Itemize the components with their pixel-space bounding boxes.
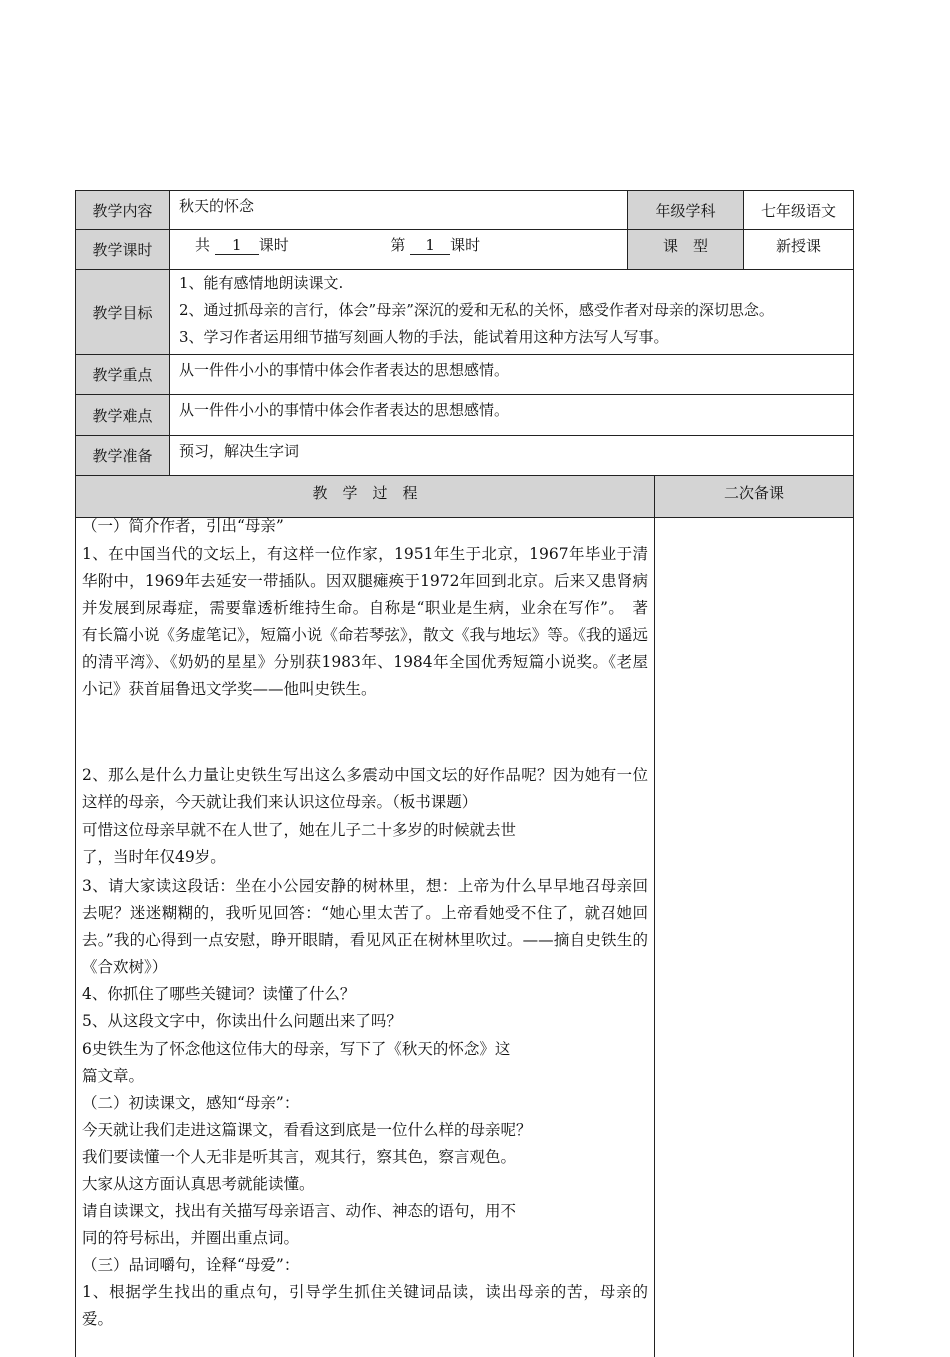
key-label: 教学重点 bbox=[92, 366, 153, 384]
prep-value-cell bbox=[169, 435, 854, 476]
type-value-cell bbox=[743, 229, 854, 270]
content-value: 秋天的怀念 bbox=[179, 197, 255, 215]
process-paragraph: 可惜这位母亲早就不在人世了，她在儿子二十多岁的时候就去世 bbox=[82, 821, 517, 839]
hours-total-suffix: 课时 bbox=[258, 236, 289, 254]
hours-label-cell bbox=[75, 229, 170, 270]
process-paragraph: 同的符号标出，并圈出重点词。 bbox=[82, 1229, 300, 1247]
content-label-cell bbox=[75, 190, 170, 230]
process-paragraph: 1、在中国当代的文坛上，有这样一位作家，1951年生于北京，1967年毕业于清华附中，1969年去延安一带插队。因双腿瘫痪于1972年回到北京。后来又患肾病并发展到尿毒症，需要靠透析维持生命。自称是“职业是生病，业余在写作”。 著有长篇小说《务虚笔记》，短篇小说《命若琴弦》，散文《我与地坛》等。《我的遥远的清平湾》、《奶奶的星星》分别获1983年、1984年全国优秀短篇小说奖。《老屋小记》获首届鲁迅文学奖——他叫史铁生。 bbox=[82, 545, 648, 698]
prep-value: 预习，解决生字词 bbox=[179, 442, 300, 460]
hours-nth-value: 1 bbox=[410, 236, 450, 255]
goal-item: 1、能有感情地朗读课文. bbox=[179, 274, 344, 292]
grade-label-cell bbox=[627, 190, 744, 230]
goal-item: 2、通过抓母亲的言行，体会”母亲”深沉的爱和无私的关怀，感受作者对母亲的深切思念。 bbox=[179, 301, 774, 319]
process-paragraph: （二）初读课文，感知“母亲”： bbox=[82, 1094, 300, 1112]
hours-nth-suffix: 课时 bbox=[450, 236, 481, 254]
process-paragraph: 6史铁生为了怀念他这位伟大的母亲，写下了《秋天的怀念》这 bbox=[82, 1040, 511, 1058]
hours-total-prefix: 共 bbox=[195, 236, 211, 254]
key-label-cell bbox=[75, 354, 170, 395]
side-notes-cell bbox=[654, 517, 854, 1357]
grade-value-cell bbox=[743, 190, 854, 230]
process-title: 教 学 过 程 bbox=[312, 484, 418, 502]
process-paragraph: 2、那么是什么力量让史铁生写出这么多震动中国文坛的好作品呢？因为她有一位这样的母亲，今天就让我们来认识这位母亲。（板书课题） bbox=[82, 766, 648, 811]
grade-label: 年级学科 bbox=[655, 201, 716, 220]
goals-label: 教学目标 bbox=[92, 303, 153, 322]
process-paragraph: （三）品词嚼句，诠释“母爱”： bbox=[82, 1256, 300, 1274]
process-paragraph: （一）简介作者，引出“母亲” bbox=[82, 517, 284, 535]
process-paragraph: 今天就让我们走进这篇课文，看看这到底是一位什么样的母亲呢？ bbox=[82, 1121, 532, 1139]
content-label: 教学内容 bbox=[92, 201, 153, 220]
type-label-cell bbox=[627, 229, 744, 270]
goals-label-cell bbox=[75, 269, 170, 355]
goal-item: 3、学习作者运用细节描写刻画人物的手法，能试着用这种方法写人写事。 bbox=[179, 328, 669, 346]
key-value-cell bbox=[169, 354, 854, 395]
process-paragraph: 5、从这段文字中，你读出什么问题出来了吗？ bbox=[82, 1012, 402, 1030]
type-value: 新授课 bbox=[775, 237, 821, 255]
difficulty-value: 从一件件小小的事情中体会作者表达的思想感情。 bbox=[179, 401, 510, 419]
prep-label-cell bbox=[75, 435, 170, 476]
process-paragraph: 4、你抓住了哪些关键词？读懂了什么？ bbox=[82, 985, 356, 1003]
goals-value-cell bbox=[169, 269, 854, 355]
difficulty-value-cell bbox=[169, 394, 854, 436]
process-title-cell bbox=[75, 475, 655, 518]
key-value: 从一件件小小的事情中体会作者表达的思想感情。 bbox=[179, 361, 510, 379]
process-paragraph: 篇文章。 bbox=[82, 1067, 145, 1085]
process-paragraph: 请自读课文，找出有关描写母亲语言、动作、神态的语句，用不 bbox=[82, 1202, 517, 1220]
hours-label: 教学课时 bbox=[92, 241, 153, 259]
grade-value: 七年级语文 bbox=[760, 201, 836, 220]
hours-total-value: 1 bbox=[215, 236, 259, 255]
difficulty-label-cell bbox=[75, 394, 170, 436]
process-paragraph: 了，当时年仅49岁。 bbox=[82, 848, 226, 866]
type-label: 课 型 bbox=[662, 237, 708, 255]
side-title-cell bbox=[654, 475, 854, 518]
hours-nth-prefix: 第 bbox=[390, 236, 406, 254]
process-paragraph: 1、根据学生找出的重点句，引导学生抓住关键词品读，读出母亲的苦，母亲的爱。 bbox=[82, 1283, 648, 1328]
content-value-cell bbox=[169, 190, 628, 230]
process-paragraph: 大家从这方面认真思考就能读懂。 bbox=[82, 1175, 315, 1193]
prep-label: 教学准备 bbox=[92, 447, 153, 465]
difficulty-label: 教学难点 bbox=[92, 406, 153, 425]
process-paragraph: 我们要读懂一个人无非是听其言，观其行，察其色，察言观色。 bbox=[82, 1148, 517, 1166]
process-paragraph: 3、请大家读这段话：坐在小公园安静的树林里，想：上帝为什么早早地召母亲回去呢？迷迷糊糊的，我听见回答：“她心里太苦了。上帝看她受不住了，就召她回去。”我的心得到一点安慰，睁开眼睛，看见风正在树林里吹过。——摘自史铁生的《合欢树》） bbox=[82, 877, 648, 976]
side-title: 二次备课 bbox=[723, 484, 784, 502]
hours-value-cell bbox=[169, 229, 628, 270]
